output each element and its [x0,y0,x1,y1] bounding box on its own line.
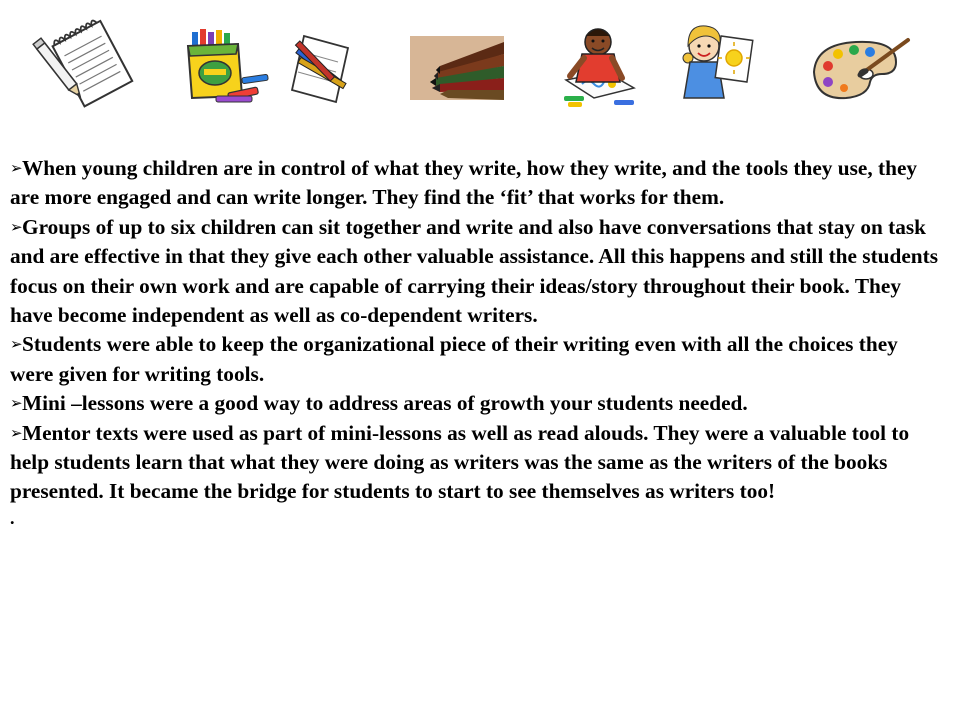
bullet-point [10,330,945,389]
bullet-point [10,154,945,213]
bullet-text: Mentor texts were used as part of mini-lessons as well as read alouds. They were a valuable tool to help students learn that what they were doing as writers was the same as the writers of the books presented. It became the bridge for students to start to see themselves as writers too! [10,420,910,504]
bullet-point [10,389,945,418]
arrowhead-bullet-icon: ➢ [10,423,23,442]
bullet-point [10,213,945,331]
arrowhead-bullet-icon: ➢ [10,159,23,177]
bullet-point [10,419,945,507]
child-drawing-icon [560,24,640,110]
summary-text-block [10,154,945,529]
bullet-text: Groups of up to six children can sit together and write and also have conversations that stay on task and are effective in that they give each other valuable assistance. All this happens and still the students focus on their own work and are capable of carrying their ideas/story throughout their book. They have become independent as well as co-dependent writers. [10,214,939,328]
pencils-paper-icon [288,30,354,108]
colored-pencils-photo [410,36,504,100]
arrowhead-bullet-icon: ➢ [10,335,23,354]
trailing-mark: . [10,507,15,528]
girl-with-drawing-icon [676,24,756,106]
bullet-text: Mini –lessons were a good way to address areas of growth your students needed. [22,391,748,416]
crayon-box-icon [178,26,274,104]
notepad-pencil-icon [28,18,140,114]
arrowhead-bullet-icon: ➢ [10,217,23,236]
clipart-row [0,0,960,130]
bullet-text: Students were able to keep the organizational piece of their writing even with all the choices they were given for writing tools. [10,332,898,386]
paint-palette-icon [804,34,912,104]
arrowhead-bullet-icon: ➢ [10,394,23,413]
bullet-text: When young children are in control of what they write, how they write, and the tools they use, they are more engaged and can write longer. They find the ‘fit’ that works for them. [10,156,918,210]
